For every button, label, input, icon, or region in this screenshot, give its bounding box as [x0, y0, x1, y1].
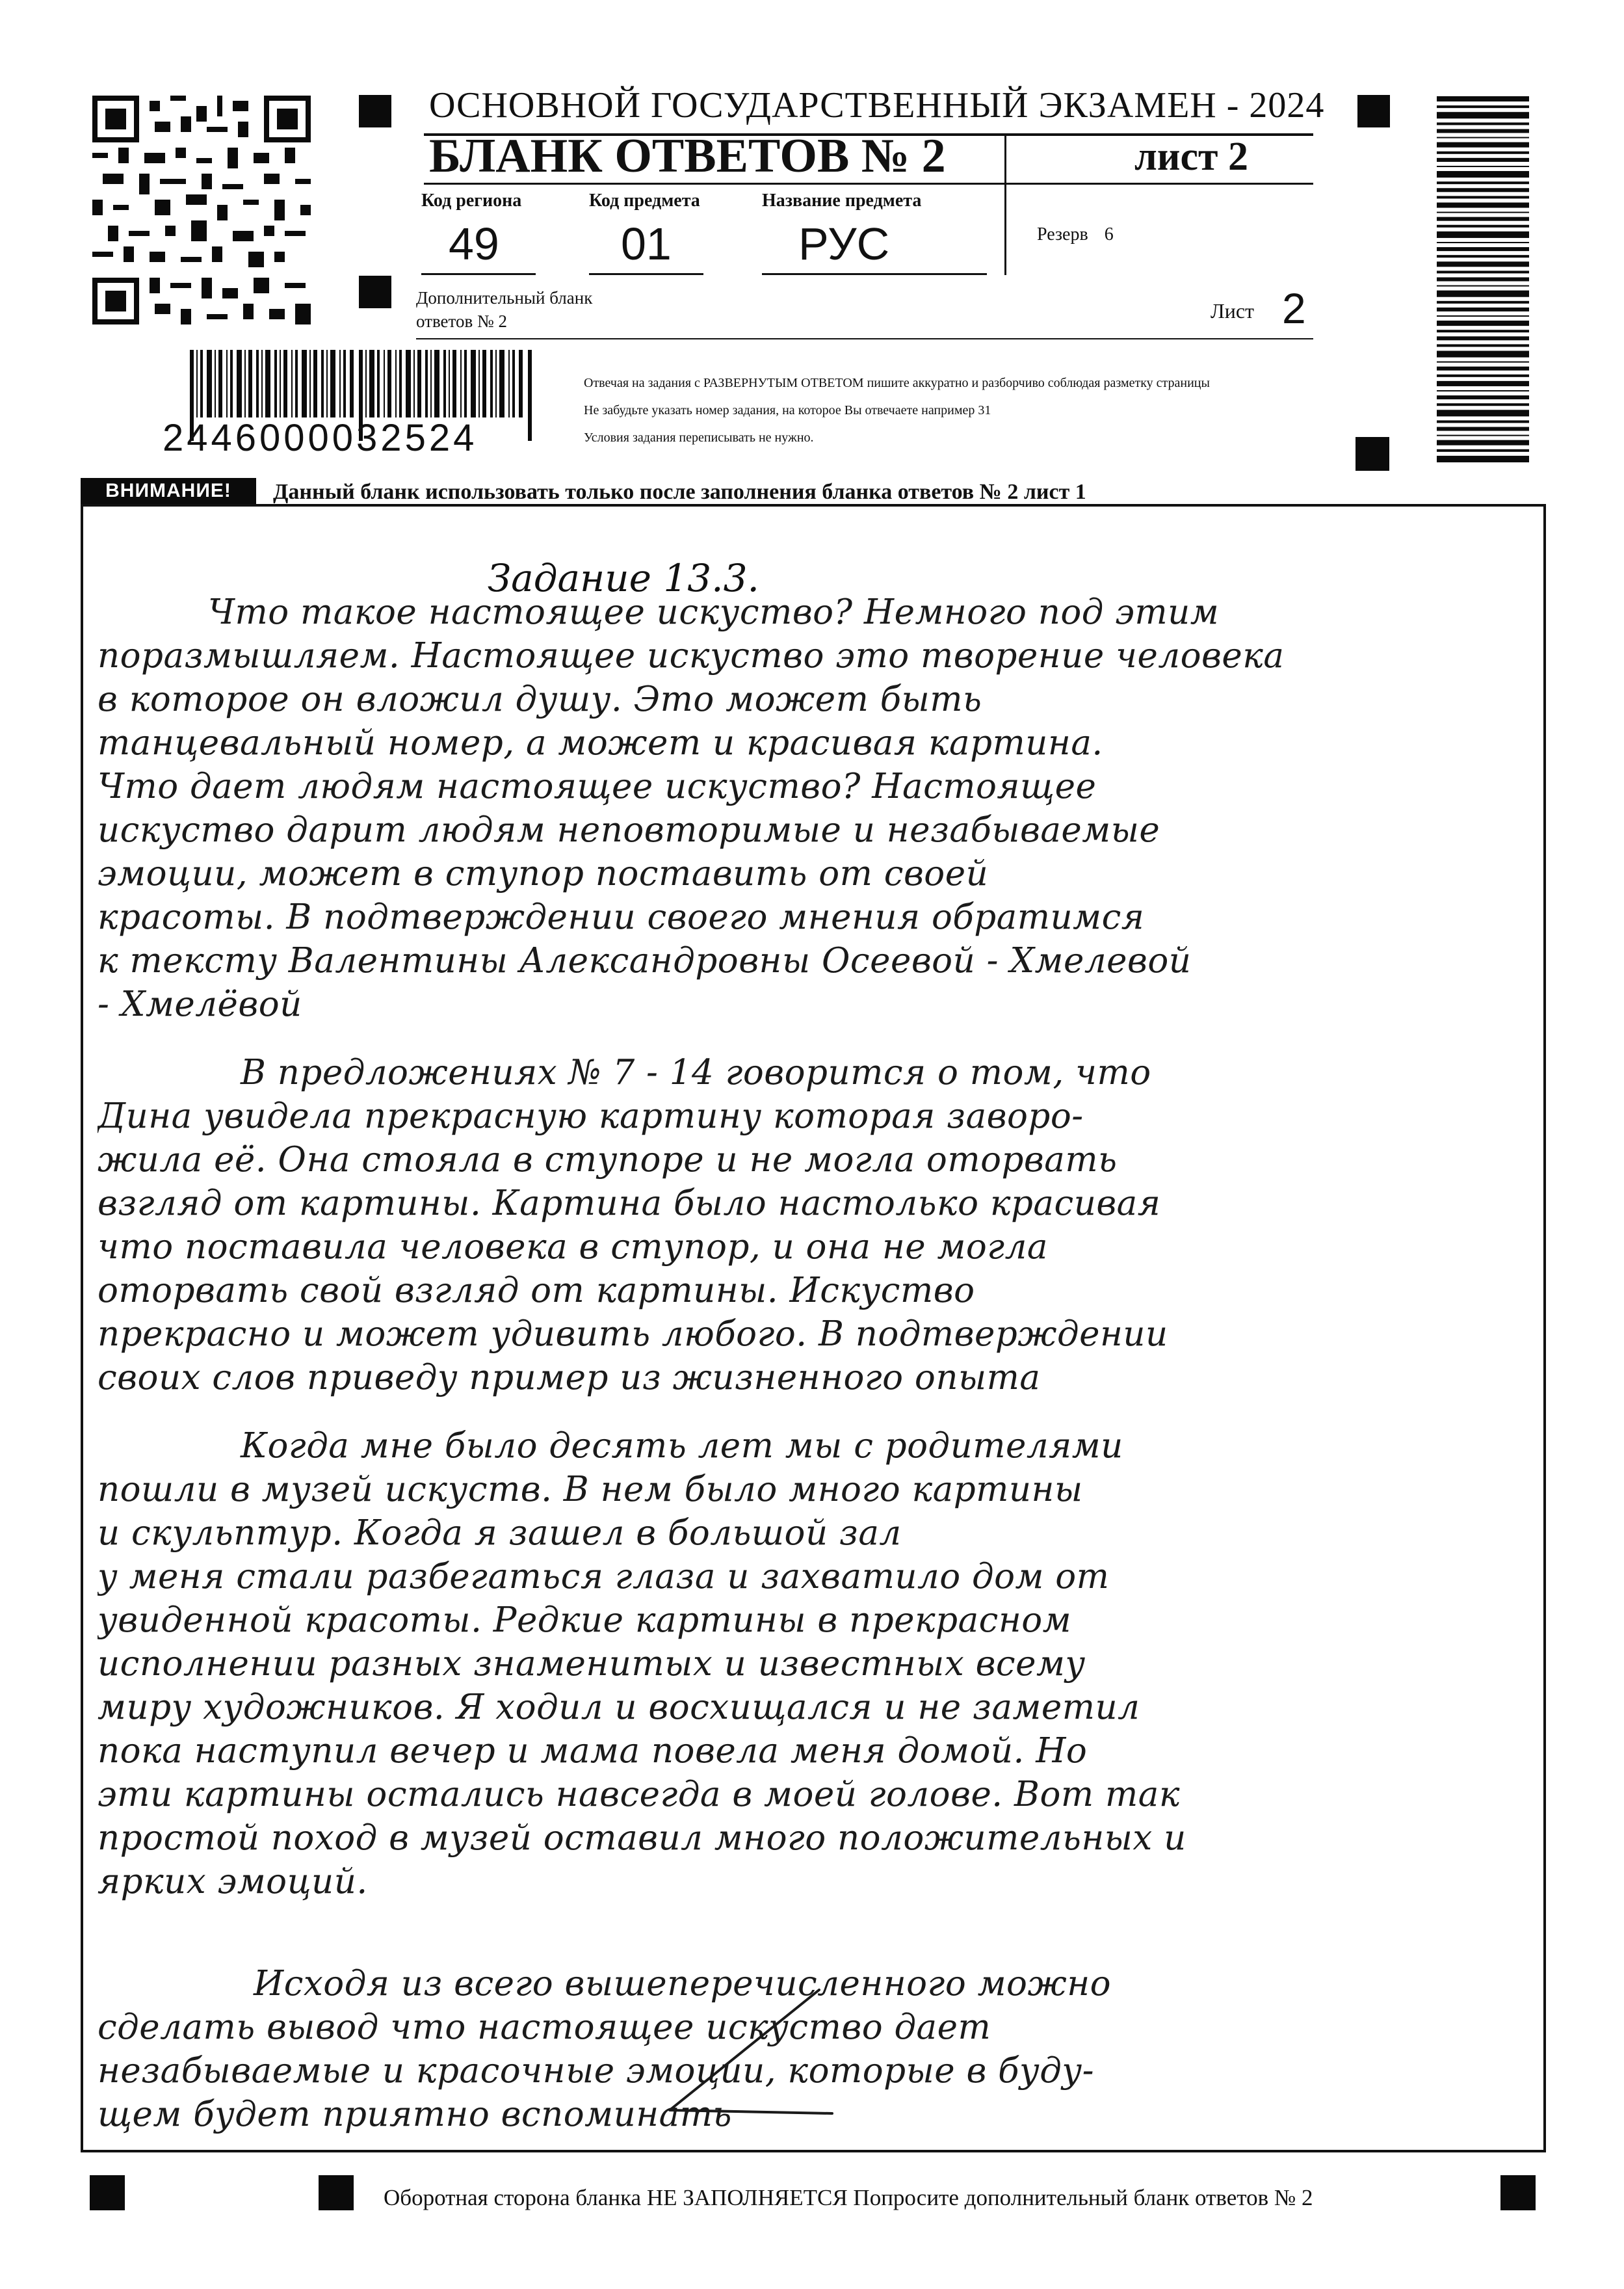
answer-line: Когда мне было десять лет мы с родителями — [241, 1426, 1123, 1466]
answer-text — [98, 590, 1534, 2136]
answer-line: красоты. В подтверждении своего мнения обратимся — [98, 897, 1145, 937]
vertical-barcode — [1437, 96, 1529, 464]
registration-marker-bottom-center — [319, 2175, 354, 2210]
attention-text: Данный бланк использовать только после заполнения бланка ответов № 2 лист 1 — [273, 480, 1086, 504]
list-label: Лист — [1211, 299, 1255, 323]
answer-line: взгляд от картины. Картина было настолько красивая — [98, 1184, 1161, 1223]
field-underline — [589, 273, 703, 275]
divider-line — [424, 183, 1313, 185]
instruction-line: Не забудьте указать номер задания, на которое Вы отвечаете например 31 — [584, 403, 991, 417]
barcode-number: 2446000032524 — [163, 417, 478, 459]
answer-line: что поставила человека в ступор, и она не могла — [98, 1227, 1048, 1267]
answer-line: простой поход в музей оставил много положительных и — [98, 1818, 1186, 1858]
answer-line: к тексту Валентины Александровны Осеевой - Хмелевой — [98, 941, 1192, 981]
answer-line: Что такое настоящее искуство? Немного под этим — [208, 592, 1220, 632]
answer-paragraph — [98, 1051, 1534, 1399]
answer-line: Исходя из всего вышеперечисленного можно — [254, 1964, 1112, 2004]
answer-line: незабываемые и красочные эмоции, которые в буду- — [98, 2051, 1094, 2091]
qr-code — [92, 94, 311, 326]
instructions — [584, 369, 1377, 451]
extra-blank-label: Дополнительный бланк ответов № 2 — [416, 288, 593, 331]
region-code-label: Код региона — [421, 191, 522, 211]
subject-code-label: Код предмета — [589, 191, 700, 211]
answer-title: Задание 13.3. — [488, 556, 759, 600]
registration-marker-mid-left — [359, 276, 391, 308]
registration-marker-bottom-left — [90, 2175, 125, 2210]
reserve-value: 6 — [1104, 224, 1114, 245]
answer-line: пока наступил вечер и мама повела меня домой. Но — [98, 1731, 1088, 1771]
answer-line: у меня стали разбегаться глаза и захватило дом от — [98, 1557, 1110, 1596]
answer-paragraph — [98, 590, 1534, 1026]
answer-line: эти картины остались навсегда в моей голове. Вот так — [98, 1775, 1180, 1814]
field-underline — [762, 273, 987, 275]
answer-line: своих слов приведу пример из жизненного опыта — [98, 1358, 1041, 1397]
field-underline — [421, 273, 536, 275]
registration-marker-top-right — [1357, 95, 1390, 127]
subject-name-label: Название предмета — [762, 191, 922, 211]
answer-line: эмоции, может в ступор поставить от своей — [98, 854, 989, 893]
answer-line: поразмышляем. Настоящее искуство это творение человека — [98, 636, 1285, 676]
answer-line: ярких эмоций. — [98, 1862, 368, 1901]
answer-line: исполнении разных знаменитых и известных всему — [98, 1644, 1086, 1684]
footer-note: Оборотная сторона бланка НЕ ЗАПОЛНЯЕТСЯ Попросите дополнительный бланк ответов № 2 — [384, 2185, 1313, 2210]
answer-line: увиденной красоты. Редкие картины в прекрасном — [98, 1600, 1072, 1640]
answer-line: В предложениях № 7 - 14 говорится о том, что — [241, 1053, 1151, 1092]
answer-line: Дина увидела прекрасную картину которая заворо- — [98, 1096, 1084, 1136]
sheet-label: лист 2 — [1134, 135, 1248, 179]
answer-line: миру художников. Я ходил и восхищался и не заметил — [98, 1687, 1140, 1727]
answer-line: - Хмелёвой — [98, 985, 302, 1024]
reserve-label: Резерв — [1037, 224, 1088, 245]
answer-line: и скульптур. Когда я зашел в большой зал — [98, 1513, 902, 1553]
reserve-field — [1037, 224, 1114, 245]
exam-title: ОСНОВНОЙ ГОСУДАРСТВЕННЫЙ ЭКЗАМЕН - 2024 — [429, 85, 1325, 126]
answer-line: танцевальный номер, а может и красивая картина. — [98, 723, 1103, 763]
instruction-line: Условия задания переписывать не нужно. — [584, 430, 814, 445]
subject-code-value: 01 — [621, 218, 672, 269]
closing-z-mark — [624, 1983, 845, 2126]
answer-line: пошли в музей искуств. В нем было много картины — [98, 1470, 1083, 1509]
answer-line: Что дает людям настоящее искуство? Настоящее — [98, 767, 1097, 806]
attention-badge: ВНИМАНИЕ! — [81, 478, 256, 504]
answer-paragraph — [98, 1424, 1534, 1903]
region-code-value: 49 — [449, 218, 499, 269]
divider-line — [416, 338, 1313, 339]
instruction-line: Отвечая на задания с РАЗВЕРНУТЫМ ОТВЕТОМ пишите аккуратно и разборчиво соблюдая разметку страницы — [584, 376, 1210, 390]
answer-line: искуство дарит людям неповторимые и незабываемые — [98, 810, 1160, 850]
answer-line: жила её. Она стояла в ступоре и не могла оторвать — [98, 1140, 1118, 1180]
subject-name-value: РУС — [798, 218, 890, 269]
registration-marker-bottom-right — [1500, 2175, 1536, 2210]
answer-line: щем будет приятно вспоминать — [98, 2095, 732, 2134]
answer-line: в которое он вложил душу. Это может быть — [98, 680, 982, 719]
answer-line: оторвать свой взгляд от картины. Искуство — [98, 1271, 975, 1310]
answer-line: прекрасно и может удивить любого. В подтверждении — [98, 1314, 1168, 1354]
answer-line: сделать вывод что настоящее искуство дает — [98, 2007, 991, 2047]
blank-title: БЛАНК ОТВЕТОВ № 2 — [429, 129, 946, 183]
registration-marker-top-left — [359, 95, 391, 127]
list-value: 2 — [1282, 284, 1306, 332]
divider-line-vertical — [1004, 135, 1006, 275]
